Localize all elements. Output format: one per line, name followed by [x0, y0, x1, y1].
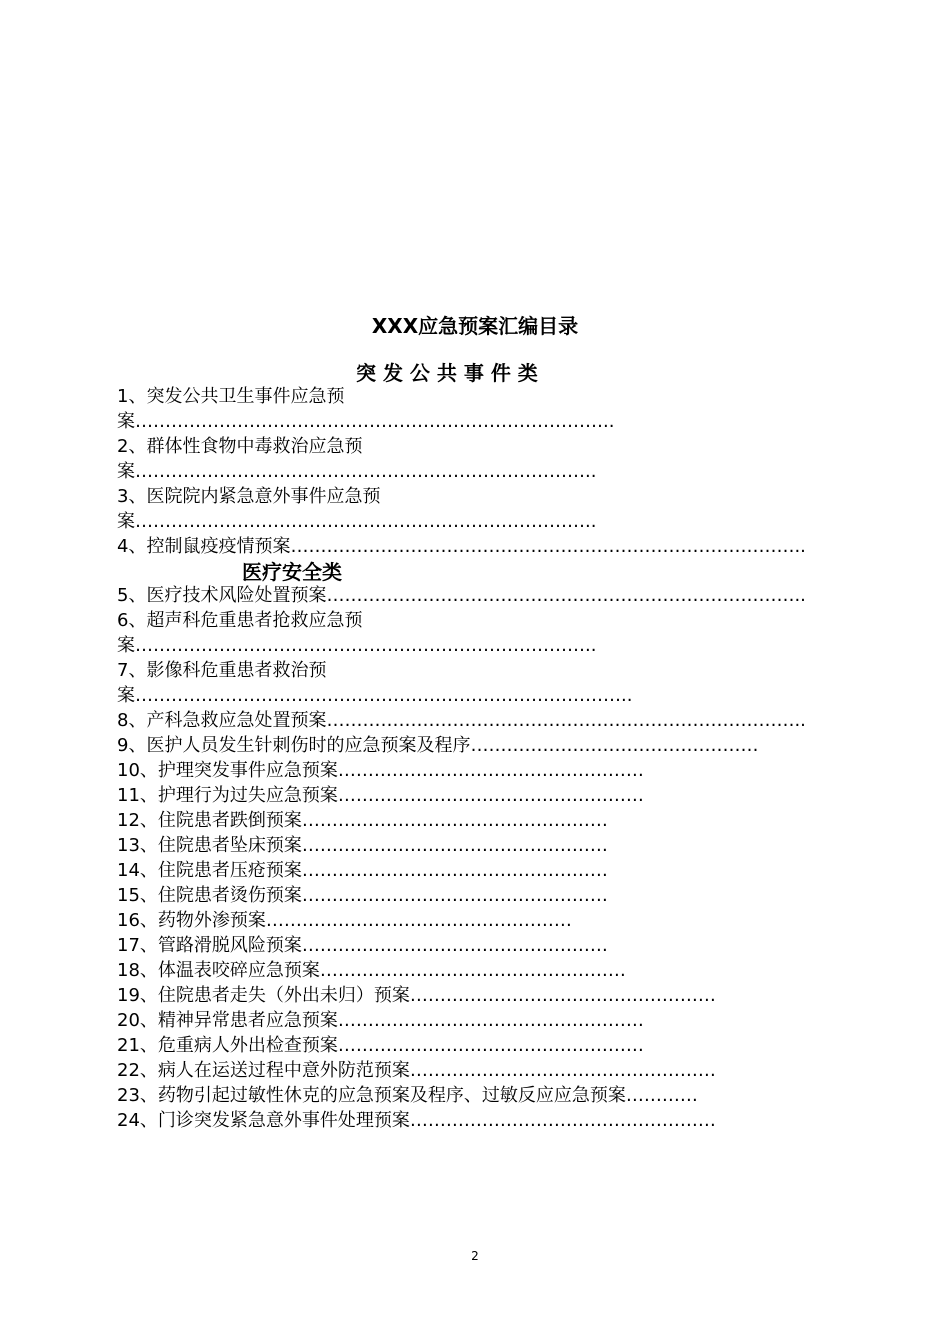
toc-item[interactable]: 13、住院患者坠床预案…………………………………………… [117, 835, 608, 856]
page-number: 2 [471, 1249, 479, 1263]
toc-list-medical-safety [117, 583, 837, 1133]
toc-item[interactable]: 16、药物外渗预案…………………………………………… [117, 910, 572, 931]
toc-item[interactable]: 24、门诊突发紧急意外事件处理预案…………………………………………… [117, 1110, 716, 1131]
toc-item[interactable]: 2、群体性食物中毒救治应急预案………………………………………………………………….. [117, 436, 597, 482]
toc-item[interactable]: 20、精神异常患者应急预案…………………………………………… [117, 1010, 644, 1031]
toc-item[interactable]: 18、体温表咬碎应急预案…………………………………………… [117, 960, 626, 981]
toc-item[interactable]: 3、医院院内紧急意外事件应急预案………………………………………………………………….. [117, 486, 597, 532]
section-heading-public-emergencies: 突 发 公 共 事 件 类 [356, 361, 538, 385]
toc-item[interactable]: 9、医护人员发生针刺伤时的应急预案及程序………………………………………… [117, 735, 759, 756]
toc-item[interactable]: 19、住院患者走失（外出未归）预案…………………………………………… [117, 985, 716, 1006]
toc-item[interactable]: 21、危重病人外出检查预案…………………………………………… [117, 1035, 644, 1056]
toc-item[interactable]: 5、医疗技术风险处置预案…………………………………………………………………….. [117, 585, 806, 606]
toc-list-public-emergencies [117, 384, 837, 559]
toc-item[interactable]: 7、影像科危重患者救治预案……………………………………………………………………….. [117, 660, 633, 706]
toc-item[interactable]: 23、药物引起过敏性休克的应急预案及程序、过敏反应应急预案………… [117, 1085, 698, 1106]
toc-item[interactable]: 12、住院患者跌倒预案…………………………………………… [117, 810, 608, 831]
toc-item[interactable]: 8、产科急救应急处置预案…………………………………………………………………….. [117, 710, 806, 731]
toc-item[interactable]: 1、突发公共卫生事件应急预案…………………………………………………………………….. [117, 386, 615, 432]
toc-item[interactable]: 6、超声科危重患者抢救应急预案………………………………………………………………….. [117, 610, 597, 656]
toc-item[interactable]: 4、控制鼠疫疫情预案………………………………………………………………………….. [117, 536, 806, 557]
toc-item[interactable]: 17、管路滑脱风险预案…………………………………………… [117, 935, 608, 956]
toc-item[interactable]: 15、住院患者烫伤预案…………………………………………… [117, 885, 608, 906]
toc-item[interactable]: 10、护理突发事件应急预案…………………………………………… [117, 760, 644, 781]
toc-item[interactable]: 14、住院患者压疮预案…………………………………………… [117, 860, 608, 881]
section-heading-medical-safety: 医疗安全类 [242, 560, 342, 584]
toc-item[interactable]: 11、护理行为过失应急预案…………………………………………… [117, 785, 644, 806]
toc-item[interactable]: 22、病人在运送过程中意外防范预案…………………………………………… [117, 1060, 716, 1081]
page-title: XXX应急预案汇编目录 [371, 314, 579, 338]
